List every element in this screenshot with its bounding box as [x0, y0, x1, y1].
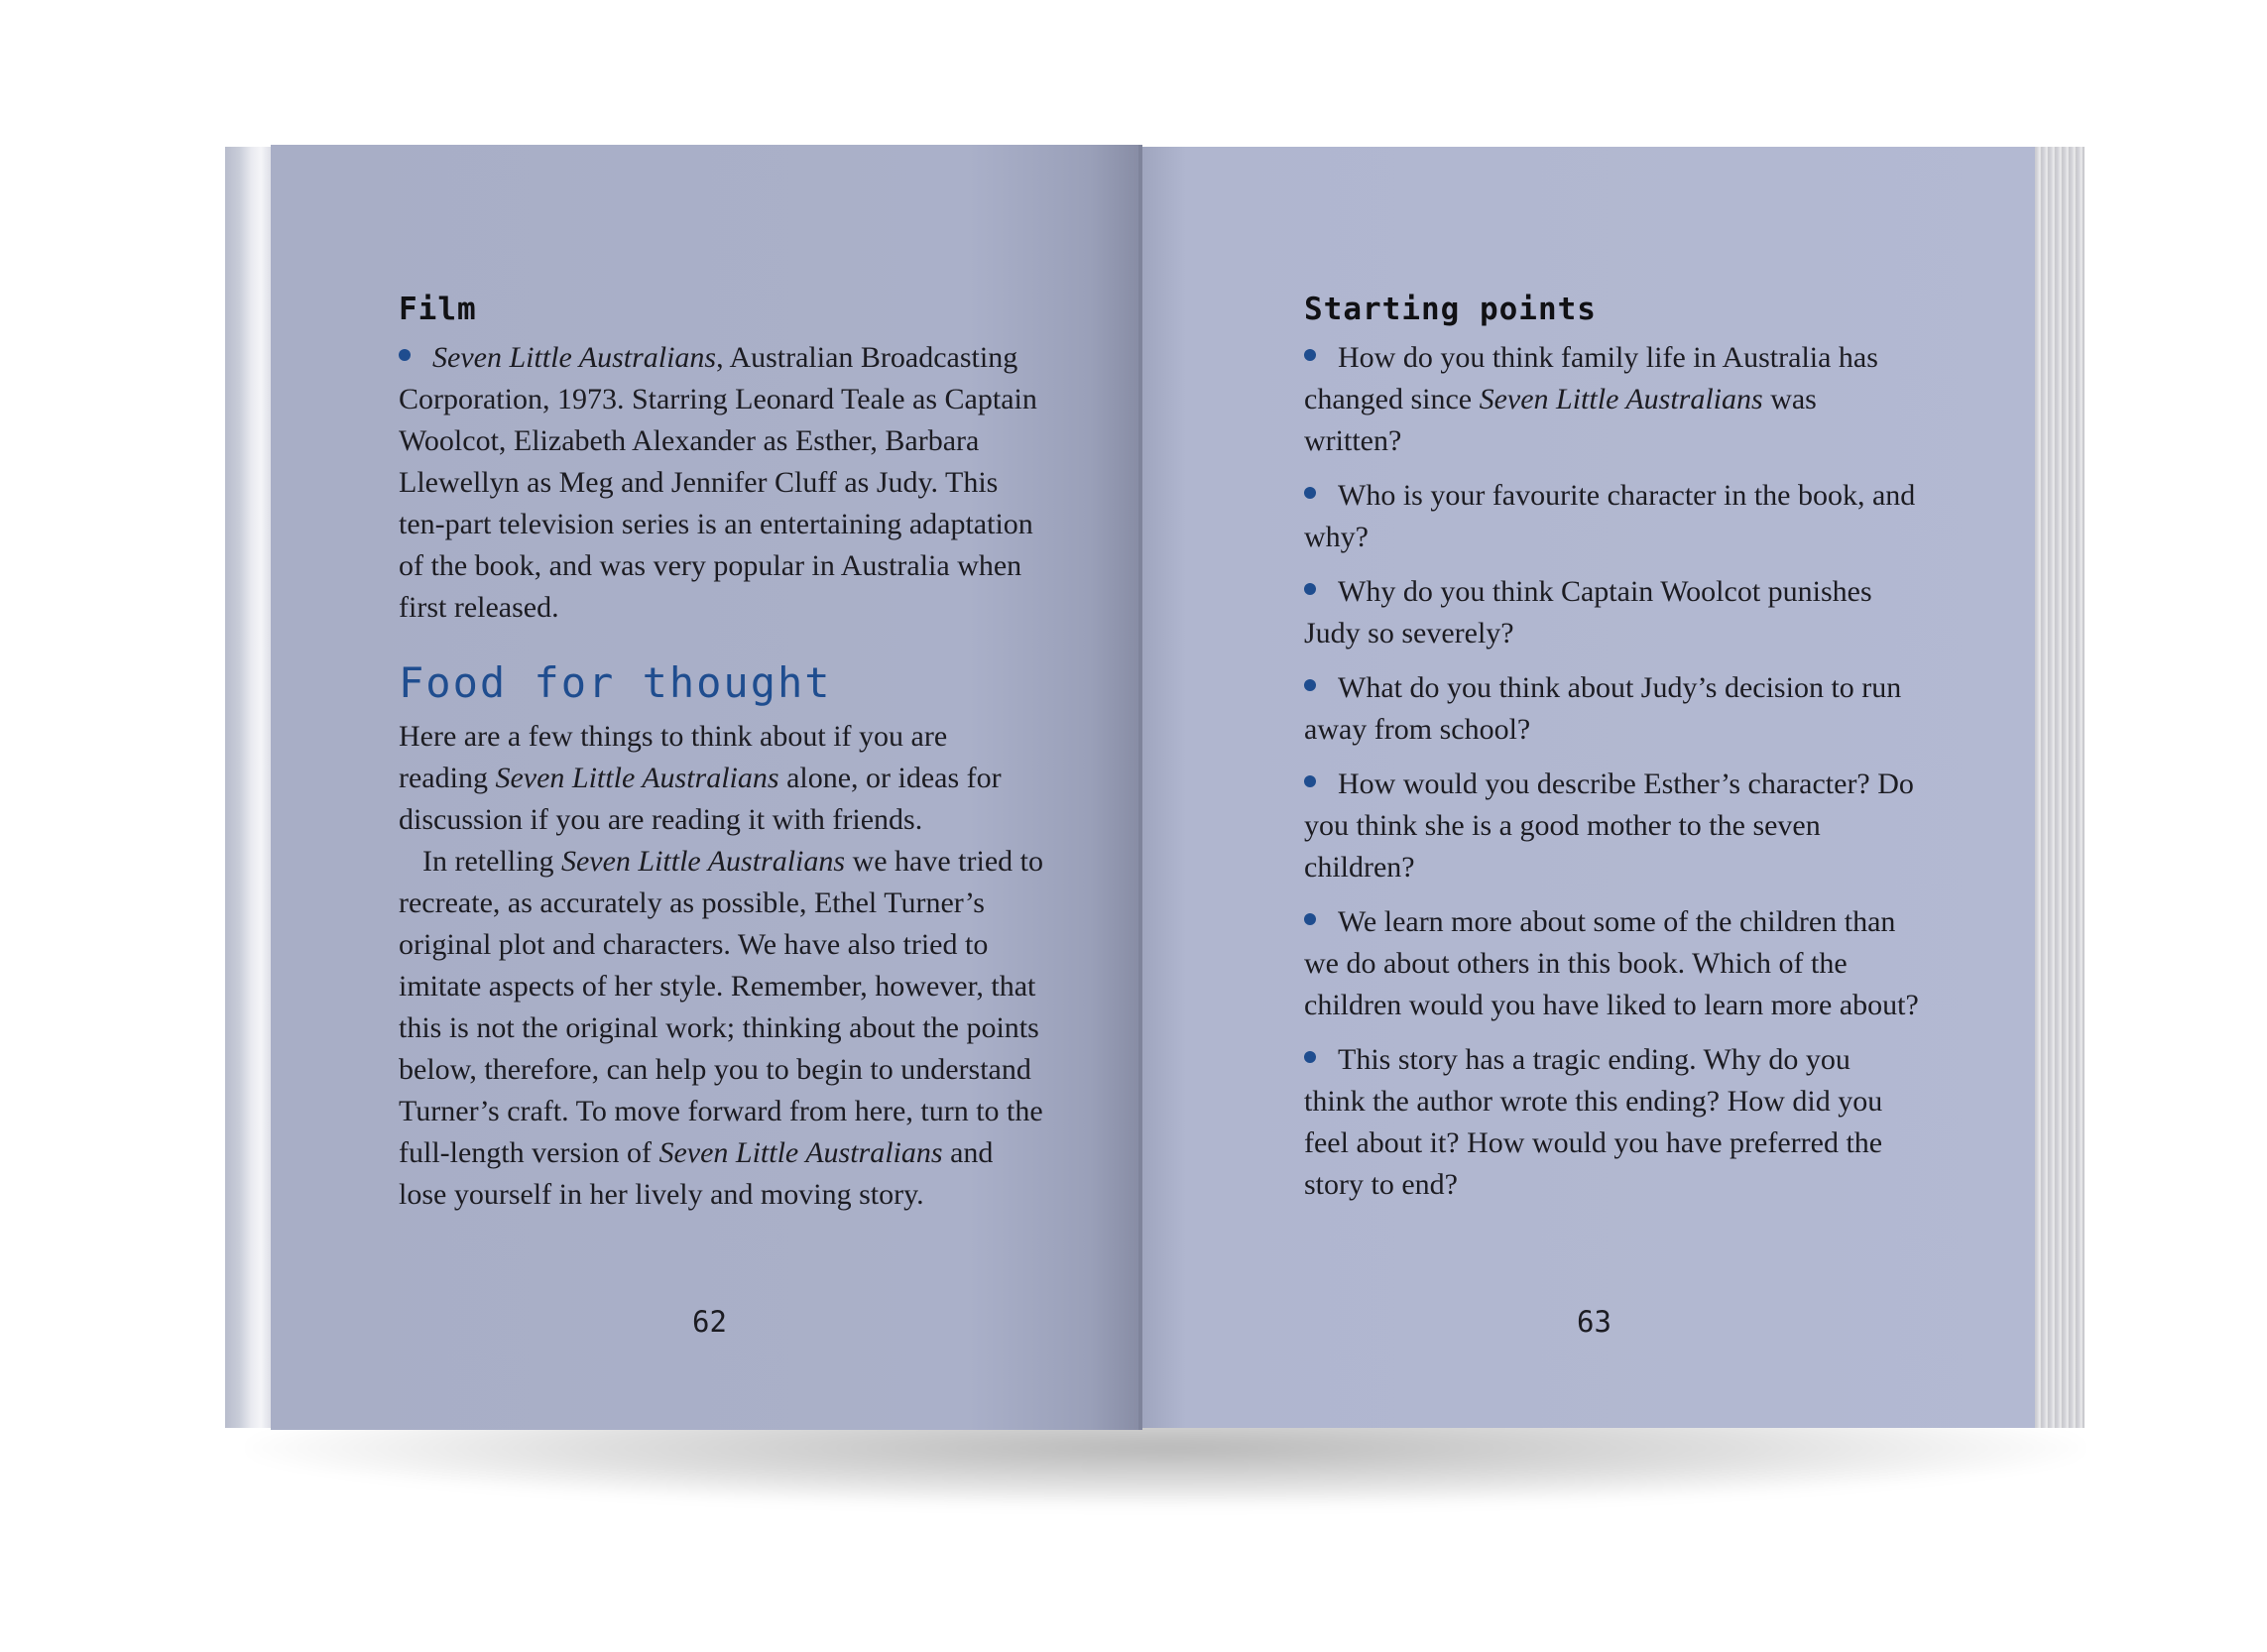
book-title: Seven Little Australians: [560, 845, 846, 878]
book-title: Seven Little Australians: [658, 1136, 943, 1169]
bullet-icon: [399, 349, 411, 361]
starting-points-heading: Starting points: [1304, 292, 1597, 327]
film-title: Seven Little Australians: [432, 341, 717, 374]
section-title: Food for thought: [399, 658, 832, 707]
bullet-icon: [1304, 1051, 1316, 1063]
list-item: This story has a tragic ending. Why do you think the author wrote this ending? How did you feel about it? How would you have preferred the story to end?: [1304, 1043, 1883, 1201]
intro-paragraph: Here are a few things to think about if you are reading Seven Little Australians alone, or ideas for discussion if you are reading it with friends.: [399, 720, 1002, 836]
book-title: Seven Little Australians: [1479, 383, 1763, 415]
film-heading: Film: [399, 292, 477, 327]
bullet-icon: [1304, 487, 1316, 499]
bullet-icon: [1304, 349, 1316, 361]
film-entry: [399, 337, 1043, 629]
list-item: Why do you think Captain Woolcot punishes Judy so severely?: [1304, 575, 1872, 649]
right-page-content: [1304, 290, 1919, 1219]
page-number-left: 62: [692, 1305, 727, 1339]
bullet-icon: [1304, 913, 1316, 925]
film-description: , Australian Broadcasting Corporation, 1973. Starring Leonard Teale as Captain Woolcot, Elizabeth Alexander as Esther, Barbara Llewellyn as Meg and Jennifer Cluff as Judy. This ten-part television series is an entertaining adaptation of the book, and was very popular in Australia when first released.: [399, 341, 1037, 624]
list-item: How would you describe Esther’s character? Do you think she is a good mother to the seven children?: [1304, 767, 1914, 884]
list-item: What do you think about Judy’s decision to run away from school?: [1304, 671, 1902, 746]
left-page-content: [399, 290, 1043, 1216]
book-title: Seven Little Australians: [495, 762, 779, 794]
list-item: We learn more about some of the children than we do about others in this book. Which of the children would you have liked to learn more about?: [1304, 905, 1919, 1021]
book-spine: [1138, 145, 1142, 1430]
bullet-icon: [1304, 775, 1316, 787]
bullet-icon: [1304, 583, 1316, 595]
retelling-paragraph: In retelling Seven Little Australians we have tried to recreate, as accurately as possible, Ethel Turner’s original plot and characters. We have also tried to imitate aspects of her style. Remember, however, that this is not the original work; thinking about the points below, therefore, can help you to begin to understand Turner’s craft. To move forward from here, turn to the full-length version of Seven Little Australians and lose yourself in her lively and moving story.: [399, 845, 1043, 1211]
list-item: Who is your favourite character in the book, and why?: [1304, 479, 1916, 553]
list-item: How do you think family life in Australia has changed since Seven Little Australians was written?: [1304, 341, 1878, 457]
left-page-edges: [225, 147, 273, 1428]
bullet-icon: [1304, 679, 1316, 691]
page-number-right: 63: [1577, 1305, 1611, 1339]
right-page-edges: [2035, 147, 2085, 1428]
